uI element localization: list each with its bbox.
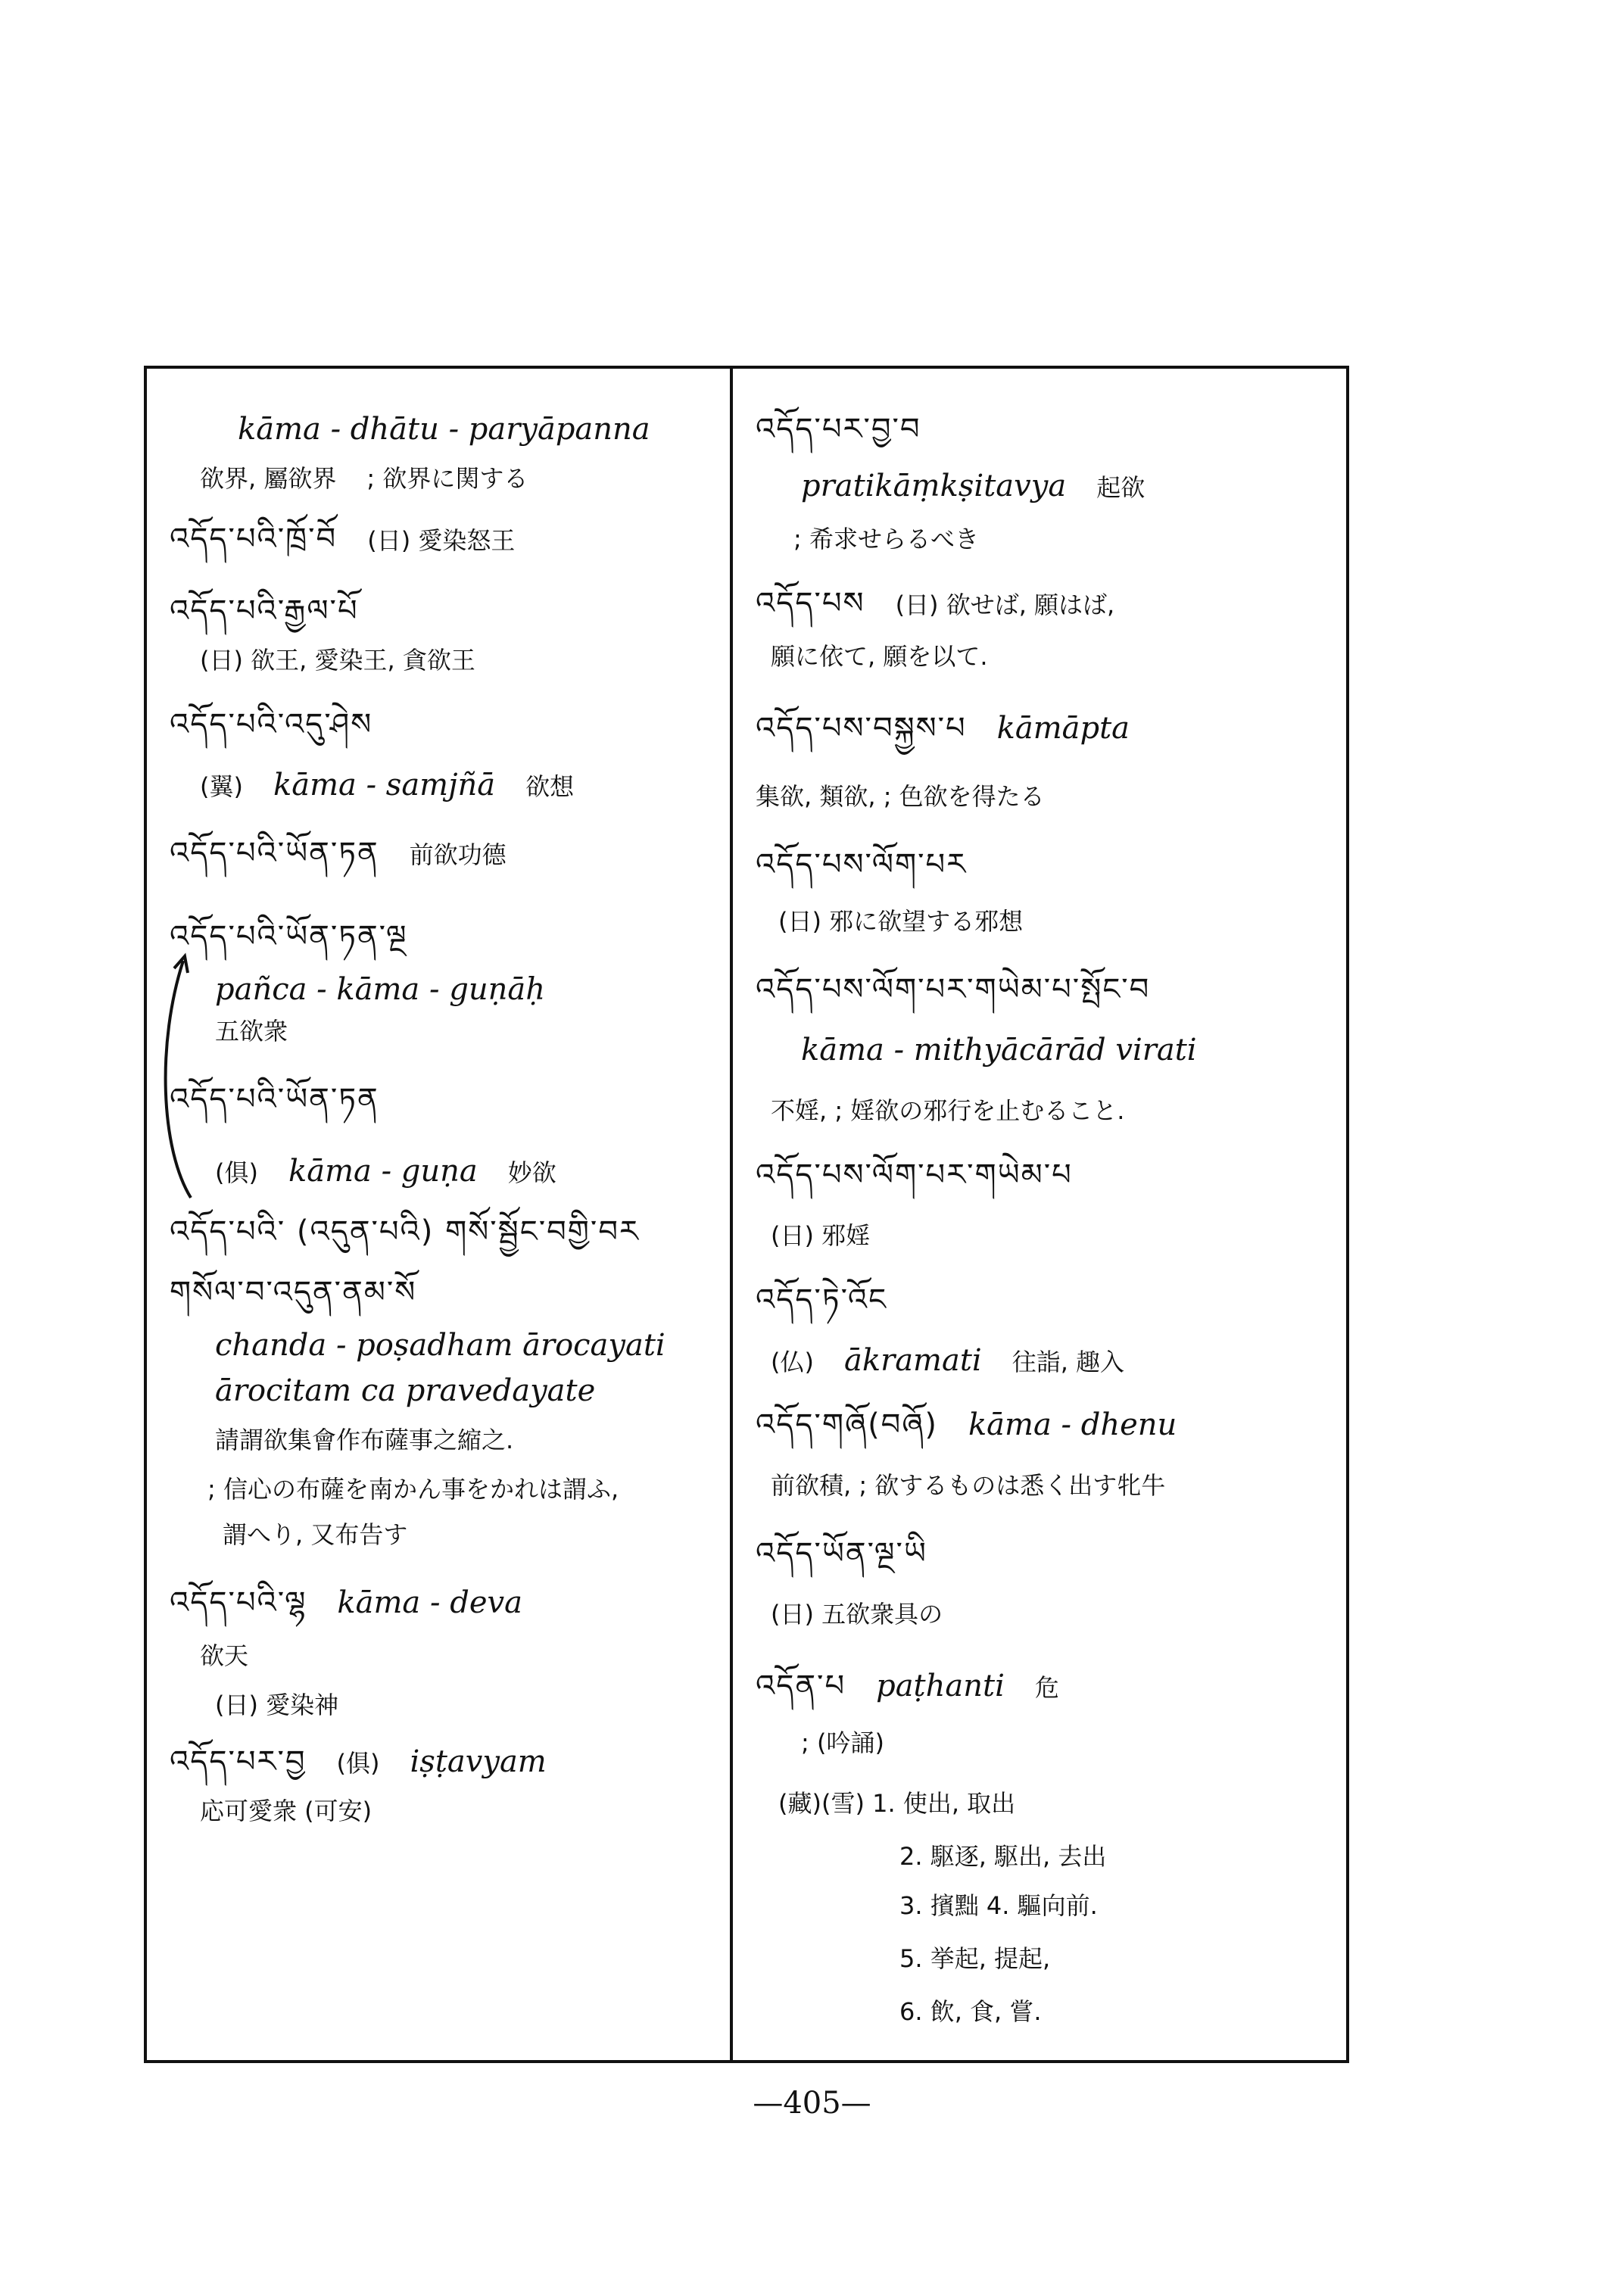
japanese-gloss: ; 欲界に関する: [366, 464, 528, 493]
tibetan-headword: འདོད་པར་བྱ: [170, 1744, 307, 1779]
page-number: —405—: [753, 2086, 871, 2121]
japanese-gloss: (日) 五欲衆具の: [771, 1600, 943, 1629]
dictionary-entry-line: [170, 1277, 416, 1309]
sanskrit-term: paṭhanti: [876, 1669, 1005, 1703]
sanskrit-term: chanda - poṣadham ārocayati: [215, 1328, 665, 1363]
dictionary-entry-line: [215, 1690, 338, 1720]
japanese-gloss: (藏)(雪) 1. 使出, 取出: [778, 1789, 1016, 1818]
dictionary-entry-line: [170, 524, 515, 556]
dictionary-entry-line: [756, 1285, 887, 1317]
tibetan-headword: འདོད་པས་ལོག་པར་གཡེམ་པ: [756, 1158, 1073, 1192]
japanese-gloss: (俱): [336, 1749, 380, 1778]
sanskrit-term: kāma - mithyācārād virati: [801, 1033, 1197, 1068]
tibetan-headword: འདོད་གཞོ(བཞོ): [756, 1407, 938, 1442]
japanese-gloss: ; 信心の布薩を南かん事をかれは謂ふ,: [207, 1475, 619, 1504]
japanese-gloss: 前欲功德: [409, 840, 507, 869]
japanese-gloss: 不婬, ; 婬欲の邪行を止むること.: [771, 1096, 1125, 1125]
dictionary-entry-line: [170, 1585, 522, 1620]
japanese-gloss: ; (吟誦): [801, 1728, 884, 1757]
dictionary-entry-line: [756, 849, 967, 881]
dictionary-entry-line: [170, 1084, 379, 1116]
sanskrit-term: pañca - kāma - guṇāḥ: [215, 972, 545, 1007]
dictionary-entry-line: [899, 1841, 1106, 1872]
tibetan-headword: འདོད་པའི་ཡོན་ཏན: [170, 1082, 379, 1117]
dictionary-entry-line: [170, 921, 407, 953]
dictionary-entry-line: [771, 1470, 1165, 1501]
dictionary-page-frame: [144, 366, 1349, 2063]
japanese-gloss: 集欲, 類欲, ; 色欲を得たる: [756, 782, 1045, 811]
japanese-gloss: 謂へり, 又布告す: [223, 1520, 408, 1549]
tibetan-headword: འདོད་པས་བསྐྱས་པ: [756, 711, 967, 746]
left-column: [147, 369, 730, 2060]
japanese-gloss: 6. 飲, 食, 嘗.: [899, 1997, 1042, 2026]
dictionary-entry-line: [215, 1425, 513, 1455]
japanese-gloss: (翼): [200, 772, 243, 801]
japanese-gloss: (仏): [771, 1348, 814, 1376]
dictionary-entry-line: [215, 1016, 288, 1046]
dictionary-entry-line: [771, 1345, 1124, 1377]
dictionary-entry-line: [771, 1220, 870, 1251]
japanese-gloss: 往詣, 趣入: [1011, 1348, 1125, 1376]
dictionary-entry-line: [170, 1744, 547, 1779]
japanese-gloss: (俱): [215, 1158, 258, 1187]
japanese-gloss: (日) 邪婬: [771, 1221, 871, 1250]
dictionary-entry-line: [771, 1599, 943, 1629]
tibetan-headword: འདོད་པའི་ (འདུན་པའི) གསོ་སྦྱོང་བགྱི་བར: [170, 1214, 640, 1249]
sanskrit-term: ākramati: [843, 1343, 982, 1378]
japanese-gloss: 前欲積, ; 欲するものは悉く出す牝牛: [771, 1471, 1166, 1500]
right-column: [733, 369, 1346, 2060]
dictionary-entry-line: [200, 645, 475, 675]
dictionary-entry-line: [771, 641, 988, 672]
tibetan-headword: འདོད་པས: [756, 586, 865, 621]
japanese-gloss: 欲天: [200, 1641, 249, 1670]
japanese-gloss: (日) 欲王, 愛染王, 貪欲王: [200, 646, 475, 675]
japanese-gloss: 起欲: [1096, 473, 1146, 502]
dictionary-entry-line: [756, 1160, 1073, 1192]
dictionary-entry-line: [207, 1474, 619, 1504]
tibetan-headword: འདོད་པའི་ཡོན་ཏན་ལྔ: [170, 919, 408, 954]
sanskrit-term: kāma - dhātu - paryāpanna: [238, 412, 650, 447]
dictionary-entry-line: [756, 414, 921, 446]
dictionary-entry-line: [899, 1943, 1050, 1974]
tibetan-headword: འདོད་པའི་འདུ་ཤེས: [170, 707, 373, 742]
japanese-gloss: 請謂欲集會作布薩事之縮之.: [215, 1426, 514, 1454]
dictionary-entry-line: [756, 1538, 927, 1570]
dictionary-entry-line: [793, 524, 979, 554]
dictionary-entry-line: [200, 463, 528, 494]
sanskrit-term: kāma - deva: [337, 1585, 522, 1620]
japanese-gloss: 欲想: [525, 772, 575, 801]
tibetan-headword: འདོད་པའི་ཡོན་ཏན: [170, 836, 379, 871]
dictionary-entry-line: [200, 1641, 248, 1671]
sanskrit-term: ārocitam ca pravedayate: [215, 1373, 596, 1408]
japanese-gloss: 願に依て, 願を以て.: [771, 642, 988, 671]
japanese-gloss: (日) 愛染神: [215, 1691, 339, 1719]
dictionary-entry-line: [899, 1890, 1098, 1921]
dictionary-entry-line: [170, 838, 507, 870]
dictionary-entry-line: [801, 1035, 1197, 1067]
sanskrit-term: kāma - dhenu: [968, 1407, 1177, 1442]
dictionary-entry-line: [215, 1373, 596, 1408]
japanese-gloss: (日) 欲せば, 願はば,: [895, 591, 1115, 619]
dictionary-entry-line: [771, 1096, 1124, 1126]
japanese-gloss: ; 希求せらるべき: [793, 525, 979, 553]
dictionary-entry-line: [200, 1796, 372, 1826]
sanskrit-term: kāmāpta: [996, 711, 1130, 746]
sanskrit-term: iṣṭavyam: [410, 1744, 547, 1779]
dictionary-entry-line: [170, 709, 372, 741]
tibetan-headword: འདོན་པ: [756, 1669, 846, 1703]
japanese-gloss: 妙欲: [507, 1158, 556, 1187]
dictionary-entry-line: [756, 781, 1045, 812]
dictionary-entry-line: [215, 974, 545, 1006]
dictionary-entry-line: [778, 1788, 1015, 1819]
tibetan-headword: གསོལ་བ་འདུན་ནམ་སོ: [170, 1275, 417, 1310]
dictionary-entry-line: [778, 906, 1023, 937]
japanese-gloss: (日) 愛染怒王: [367, 526, 516, 555]
tibetan-headword: འདོད་པའི་རྒྱལ་པོ: [170, 594, 359, 628]
japanese-gloss: 3. 擯黜 4. 驅向前.: [899, 1891, 1098, 1920]
dictionary-entry-line: [200, 770, 574, 802]
dictionary-entry-line: [170, 1214, 640, 1249]
japanese-gloss: 2. 駆逐, 駆出, 去出: [899, 1842, 1107, 1871]
tibetan-headword: འདོད་པས་ལོག་པར་གཡེམ་པ་སྤོང་བ: [756, 972, 1151, 1007]
dictionary-entry-line: [899, 1996, 1042, 2027]
tibetan-headword: འདོད་པའི་ལྷ: [170, 1585, 307, 1620]
dictionary-entry-line: [756, 974, 1150, 1006]
japanese-gloss: (日) 邪に欲望する邪想: [778, 907, 1024, 936]
dictionary-entry-line: [756, 588, 1114, 620]
japanese-gloss: 5. 挙起, 提起,: [899, 1944, 1051, 1973]
bracket-arrow-icon: [153, 952, 198, 1202]
dictionary-entry-line: [238, 414, 650, 446]
tibetan-headword: འདོད་པར་བྱ་བ: [756, 412, 921, 447]
dictionary-entry-line: [223, 1519, 407, 1550]
tibetan-headword: འདོད་ཡོན་ལྔ་ཡི: [756, 1536, 927, 1571]
dictionary-entry-line: [215, 1330, 665, 1362]
japanese-gloss: 欲界, 屬欲界: [200, 464, 337, 493]
sanskrit-term: kāma - guṇa: [288, 1154, 478, 1189]
sanskrit-term: pratikāṃkṣitavya: [801, 469, 1067, 503]
tibetan-headword: འདོད་པས་ལོག་པར: [756, 847, 968, 882]
dictionary-entry-line: [801, 1728, 884, 1758]
tibetan-headword: འདོད་པའི་ཁྲོ་བོ: [170, 522, 338, 556]
japanese-gloss: 危: [1034, 1673, 1059, 1702]
japanese-gloss: 五欲衆: [215, 1017, 288, 1046]
dictionary-entry-line: [801, 471, 1145, 503]
dictionary-entry-line: [215, 1156, 556, 1188]
dictionary-entry-line: [170, 596, 359, 628]
dictionary-entry-line: [756, 713, 1130, 745]
dictionary-entry-line: [756, 1671, 1059, 1703]
japanese-gloss: 応可愛衆 (可安): [200, 1797, 372, 1825]
tibetan-headword: འདོད་ཏེ་འོང: [756, 1283, 888, 1317]
sanskrit-term: kāma - samjñā: [273, 768, 496, 803]
dictionary-entry-line: [756, 1407, 1177, 1442]
